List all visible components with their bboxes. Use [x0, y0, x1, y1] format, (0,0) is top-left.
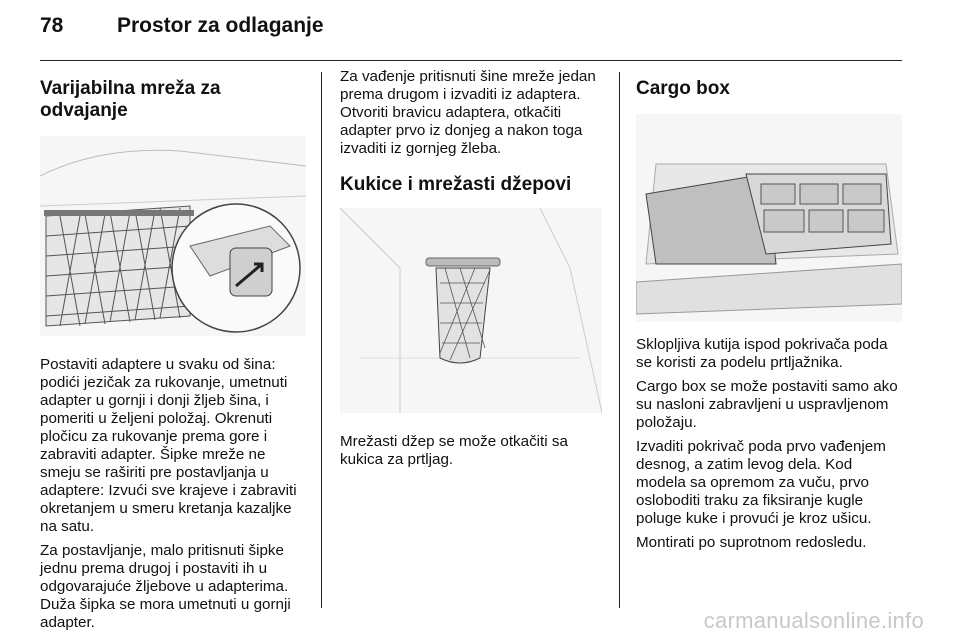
column-2: [340, 68, 604, 475]
separator-net-illustration: [40, 136, 306, 336]
section-heading-separator-net: Varijabilna mreža za odvajanje: [40, 78, 221, 121]
section-heading-cargo-box: Cargo box: [636, 78, 730, 99]
header-rule: [40, 60, 902, 61]
paragraph: Postaviti adaptere u svaku od šina: podići jezičak za rukovanje, umetnuti adapter u gornji i donji žljeb šina, i pomeriti u željeni položaj. Okrenuti pločicu za rukovanje prema gore i zabraviti adapter. Šipke mreže ne smeju se raširiti pre postavljanja u adaptere: Izvući sve krajeve i zabraviti okretanjem u smeru kretanja kazaljke na satu.: [40, 356, 297, 535]
column-3: [636, 68, 906, 558]
column-1: [40, 68, 308, 638]
watermark: carmanualsonline.info: [703, 608, 924, 633]
paragraph: Za vađenje pritisnuti šine mreže jedan prema drugom i izvaditi iz adaptera. Otvoriti bravicu adaptera, otkačiti adapter prvo iz donjeg a nakon toga izvaditi iz gornjeg žleba.: [340, 68, 596, 157]
section-heading-hooks-net-pockets: Kukice i mrežasti džepovi: [340, 174, 572, 195]
column-divider: [619, 72, 620, 608]
paragraph: Za postavljanje, malo pritisnuti šipke jednu prema drugoj i postaviti ih u odgovarajuće žljebove u adapterima. Duža šipka se mora umetnuti u gornji adapter.: [40, 542, 291, 631]
net-pocket-illustration: [340, 208, 602, 413]
page-number: 78: [40, 14, 64, 37]
paragraph: Montirati po suprotnom redosledu.: [636, 534, 867, 551]
paragraph: Mrežasti džep se može otkačiti sa kukica za prtljag.: [340, 433, 568, 468]
cargo-box-illustration: [636, 114, 902, 322]
page-title: Prostor za odlaganje: [117, 14, 324, 37]
paragraph: Cargo box se može postaviti samo ako su nasloni zabravljeni u uspravljenom položaju.: [636, 378, 898, 431]
paragraph: Izvaditi pokrivač poda prvo vađenjem desnog, a zatim levog dela. Kod modela sa opremom za vuču, prvo osloboditi traku za fiksiranje kugle poluge kuke i provući je kroz ušicu.: [636, 438, 886, 527]
paragraph: Sklopljiva kutija ispod pokrivača poda se koristi za podelu prtljažnika.: [636, 336, 888, 371]
net-mesh: [46, 206, 190, 326]
column-divider: [321, 72, 322, 608]
